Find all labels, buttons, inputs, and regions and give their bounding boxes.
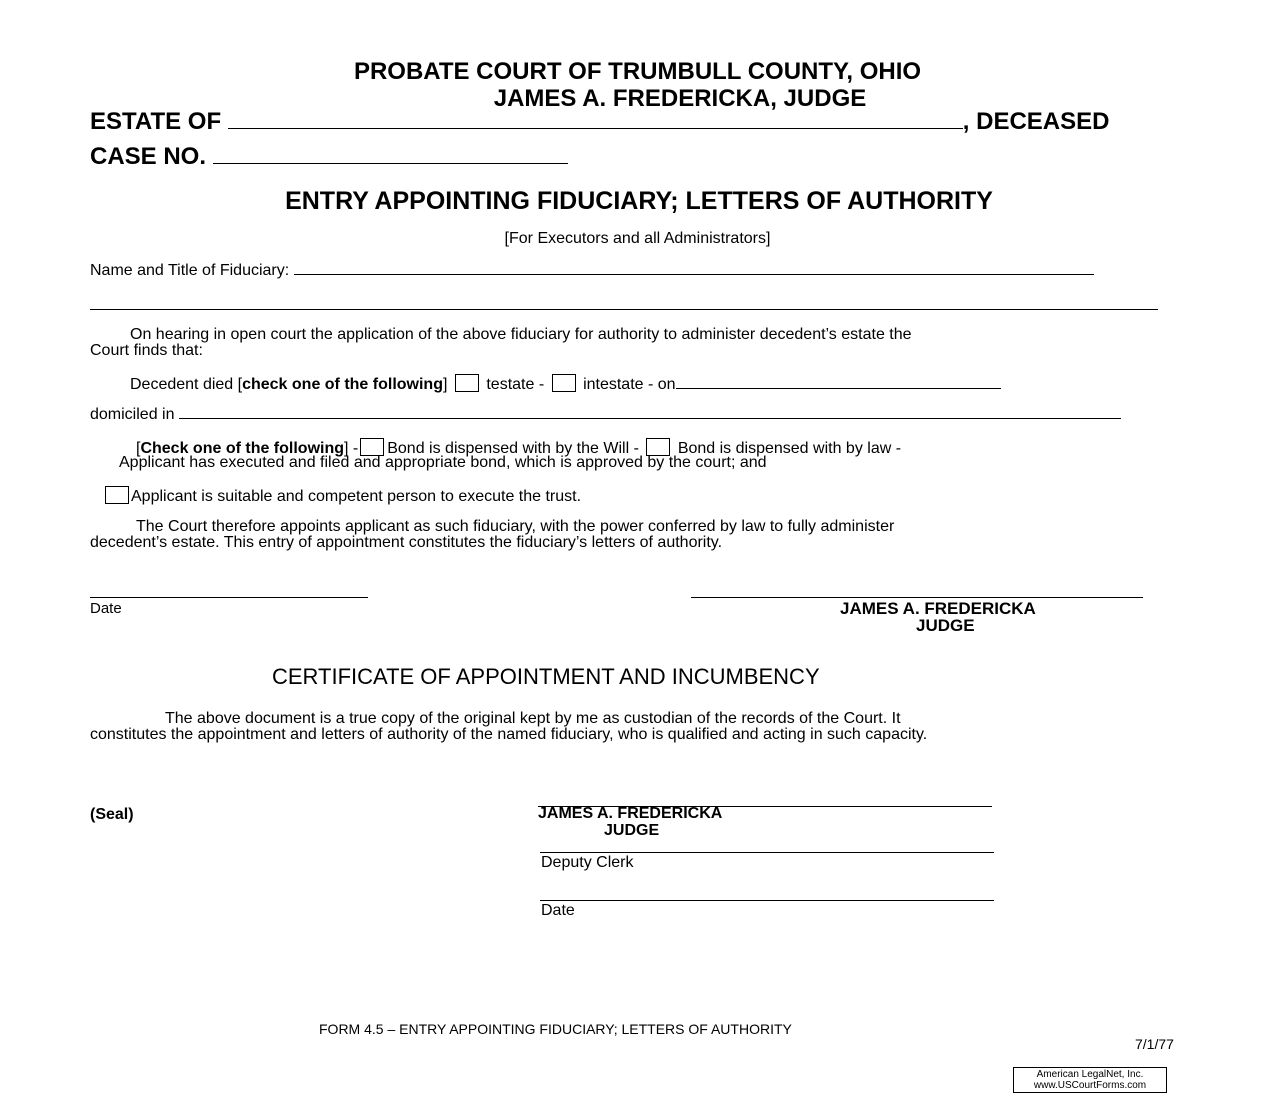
court-name: PROBATE COURT OF TRUMBULL COUNTY, OHIO — [353, 58, 922, 85]
domiciled-label: domiciled in — [90, 406, 175, 423]
decedent-line — [130, 374, 1001, 394]
stamp-company: American LegalNet, Inc. — [1036, 1069, 1144, 1080]
decedent-bold: check one of the following — [242, 376, 443, 393]
fiduciary-line — [90, 262, 1094, 280]
judge-header: JAMES A. FREDERICKA, JUDGE — [493, 85, 867, 112]
form-subtitle: [For Executors and all Administrators] — [504, 230, 771, 247]
case-line — [90, 143, 568, 171]
fiduciary-label: Name and Title of Fiduciary: — [90, 262, 290, 279]
certificate-text: The above document is a true copy of the original kept by me as custodian of the records of the Court. It — [165, 710, 901, 727]
case-no-label: CASE NO. — [90, 143, 207, 170]
decedent-pre: Decedent died [ — [130, 376, 243, 393]
fiduciary-field[interactable] — [294, 274, 1094, 275]
judge-name: JAMES A. FREDERICKA — [840, 599, 1036, 618]
estate-name-field[interactable] — [228, 128, 963, 129]
deceased-label: , DECEASED — [962, 108, 1110, 135]
appoints-text: The Court therefore appoints applicant as such fiduciary, with the power conferred by law to fully administer — [136, 518, 895, 535]
cert-judge-name: JAMES A. FREDERICKA — [538, 805, 723, 822]
decedent-post: ] — [442, 376, 448, 393]
date-signature-line[interactable] — [90, 597, 368, 598]
testate-label: testate - — [486, 376, 545, 393]
legalnet-stamp — [1013, 1067, 1167, 1093]
form-title: ENTRY APPOINTING FIDUCIARY; LETTERS OF AUTHORITY — [285, 187, 993, 215]
deputy-clerk-signature-line[interactable] — [540, 852, 994, 853]
appoints-text-2: decedent’s estate. This entry of appointment constitutes the fiduciary’s letters of authority. — [90, 534, 723, 551]
bond-pre: [ — [136, 440, 141, 457]
certificate-title: CERTIFICATE OF APPOINTMENT AND INCUMBENCY — [272, 664, 820, 689]
judge-title: JUDGE — [916, 616, 975, 635]
estate-line — [90, 108, 1109, 136]
judge-signature-line[interactable] — [691, 597, 1143, 598]
fiduciary-field-2[interactable] — [90, 309, 1158, 310]
form-date: 7/1/77 — [1135, 1036, 1174, 1052]
bond-will-label: Bond is dispensed with by the Will - — [387, 440, 639, 457]
deputy-clerk-label: Deputy Clerk — [541, 854, 634, 871]
bond-post: ] - — [344, 440, 359, 457]
form-footer: FORM 4.5 – ENTRY APPOINTING FIDUCIARY; LETTERS OF AUTHORITY — [319, 1021, 792, 1037]
intestate-checkbox[interactable] — [552, 374, 576, 392]
certificate-text-2: constitutes the appointment and letters of authority of the named fiduciary, who is qualified and acting in such capacity. — [90, 726, 928, 743]
testate-checkbox[interactable] — [455, 374, 479, 392]
cert-date-label: Date — [541, 902, 575, 919]
bond-line-2: Applicant has executed and filed and appropriate bond, which is approved by the court; and — [119, 454, 767, 471]
hearing-text: On hearing in open court the application of the above fiduciary for authority to administer decedent’s estate the — [130, 326, 912, 343]
bond-law-label: Bond is dispensed with by law - — [677, 440, 902, 457]
cert-date-line[interactable] — [540, 900, 994, 901]
domicile-line — [90, 406, 1121, 424]
seal-label: (Seal) — [90, 806, 134, 823]
death-date-field[interactable] — [676, 388, 1001, 389]
estate-of-label: ESTATE OF — [90, 108, 222, 135]
suitable-checkbox[interactable] — [105, 486, 129, 504]
intestate-label: intestate - on — [583, 376, 676, 393]
bond-bold: Check one of the following — [140, 440, 345, 457]
stamp-url: www.USCourtForms.com — [1033, 1080, 1147, 1091]
suitable-line — [105, 486, 581, 506]
case-no-field[interactable] — [213, 163, 568, 164]
date-label: Date — [90, 600, 122, 617]
domicile-field[interactable] — [179, 418, 1121, 419]
cert-judge-title: JUDGE — [604, 822, 660, 839]
hearing-text-2: Court finds that: — [90, 342, 203, 359]
suitable-label: Applicant is suitable and competent person to execute the trust. — [131, 488, 582, 505]
